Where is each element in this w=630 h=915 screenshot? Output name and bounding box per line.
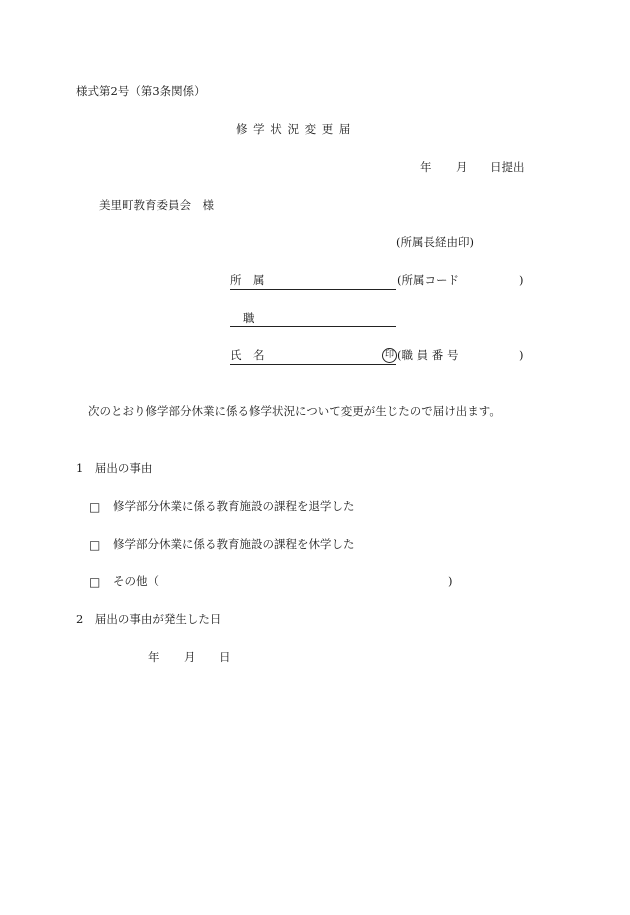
checkbox-icon[interactable]: □ xyxy=(89,538,101,552)
name-label: 氏 名 xyxy=(230,348,265,362)
statement-text: 次のとおり修学部分休業に係る修学状況について変更が生じたので届け出ます。 xyxy=(88,404,501,418)
supervisor-seal-note: (所属長経由印) xyxy=(396,235,474,249)
position-label: 職 xyxy=(243,311,255,325)
date-day-submitted-label: 日提出 xyxy=(490,160,525,174)
affiliation-label: 所 属 xyxy=(230,273,265,287)
affiliation-code-close: ) xyxy=(519,273,524,287)
position-underline[interactable] xyxy=(230,326,396,327)
checkbox-icon[interactable]: □ xyxy=(89,575,101,589)
addressee: 美里町教育委員会 様 xyxy=(99,198,214,212)
occurrence-year-label: 年 xyxy=(148,650,160,664)
checkbox-icon[interactable]: □ xyxy=(89,500,101,514)
reason-other-label: その他（ xyxy=(113,574,159,588)
seal-mark xyxy=(382,348,397,363)
reason-other-input-area[interactable] xyxy=(160,572,448,592)
reason-option-label: 修学部分休業に係る教育施設の課程を休学した xyxy=(113,537,355,551)
affiliation-code-label: (所属コード xyxy=(397,273,459,287)
staff-number-close: ) xyxy=(519,348,524,362)
occurrence-day-label: 日 xyxy=(219,650,231,664)
reason-other-close: ) xyxy=(448,574,453,588)
section2-heading: 2 届出の事由が発生した日 xyxy=(76,612,222,626)
seal-icon: 印 xyxy=(382,348,397,363)
staff-number-label: (職 員 番 号 xyxy=(397,348,459,362)
date-month-label: 月 xyxy=(456,160,468,174)
name-underline[interactable] xyxy=(230,364,396,365)
section1-heading: 1 届出の事由 xyxy=(76,461,153,475)
date-year-label: 年 xyxy=(420,160,432,174)
affiliation-underline[interactable] xyxy=(230,289,396,290)
form-title: 修 学 状 況 変 更 届 xyxy=(236,122,352,136)
reason-option-label: 修学部分休業に係る教育施設の課程を退学した xyxy=(113,499,355,513)
occurrence-month-label: 月 xyxy=(184,650,196,664)
form-number: 様式第2号（第3条関係） xyxy=(76,84,206,98)
